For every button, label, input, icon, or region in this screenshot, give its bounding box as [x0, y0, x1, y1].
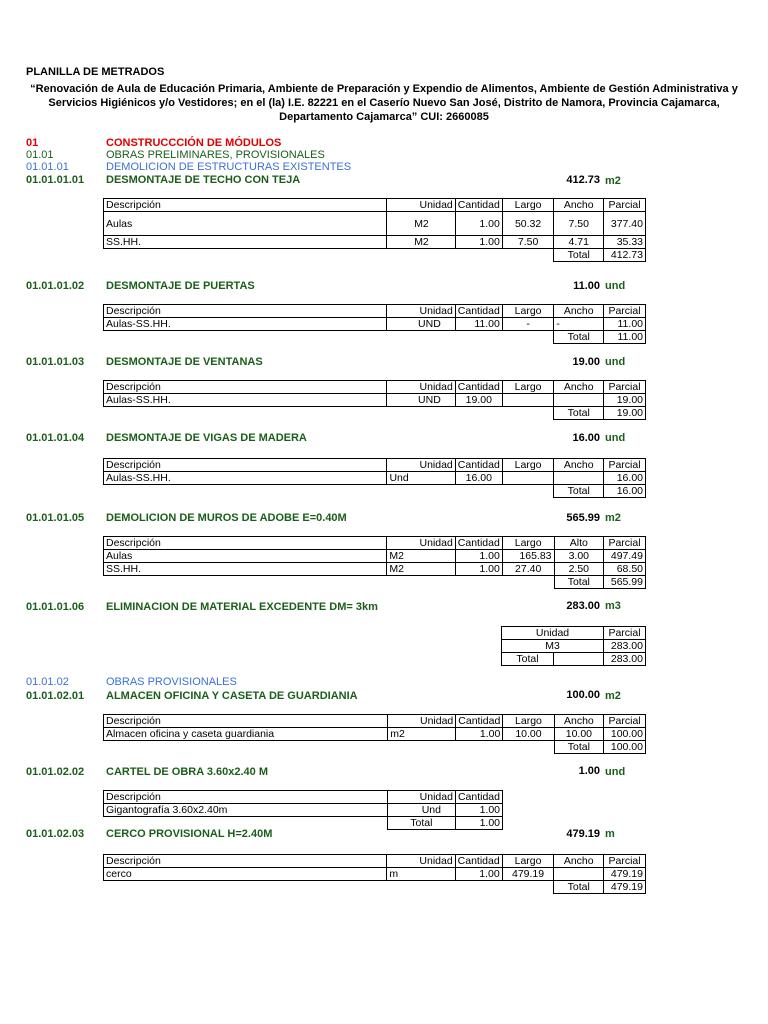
item-name: ALMACEN OFICINA Y CASETA DE GUARDIANIA: [106, 690, 358, 702]
item-code: 01.01.02.02: [26, 766, 85, 778]
total-row: Total 565.99: [104, 576, 646, 589]
total-row: Total 479.19: [104, 881, 646, 894]
total-row: Total 1.00: [104, 817, 503, 830]
metrado-table: [103, 304, 646, 344]
table-header-row: Descripción Unidad Cantidad Largo Ancho Parcial: [104, 381, 646, 394]
item-quantity: 412.73: [566, 174, 600, 186]
table-row: cerco m 1.00 479.19 479.19: [104, 868, 646, 881]
section-name-0101: OBRAS PRELIMINARES, PROVISIONALES: [106, 149, 325, 161]
metrado-table: [103, 458, 646, 498]
table-row: M3 283.00: [502, 640, 646, 653]
item-quantity: 283.00: [566, 600, 600, 612]
item-unit: m2: [605, 690, 621, 702]
item-code: 01.01.01.01: [26, 174, 85, 186]
col-largo: Largo: [502, 199, 554, 212]
section-code-010101: 01.01.01: [26, 161, 69, 173]
item-name: ELIMINACION DE MATERIAL EXCEDENTE DM= 3km: [106, 601, 378, 613]
item-quantity: 19.00: [572, 356, 600, 368]
item-name: DESMONTAJE DE VIGAS DE MADERA: [106, 432, 307, 444]
table-header-row: Descripción Unidad Cantidad: [104, 791, 503, 804]
item-code: 01.01.02.01: [26, 690, 85, 702]
section-name-01: CONSTRUCCCIÓN DE MÓDULOS: [106, 137, 282, 149]
metrado-table: [103, 714, 646, 754]
table-header-row: Descripción Unidad Cantidad Largo Ancho Parcial: [104, 459, 646, 472]
section-code-0101: 01.01: [26, 149, 54, 161]
item-unit: m2: [605, 512, 621, 524]
col-ancho: Ancho: [554, 199, 604, 212]
item-quantity: 100.00: [566, 689, 600, 701]
table-row: Aulas-SS.HH. UND 11.00 - - 11.00: [104, 318, 646, 331]
item-unit: m: [605, 828, 615, 840]
item-unit: m3: [605, 600, 621, 612]
col-unidad: Unidad: [387, 199, 455, 212]
col-parcial: Parcial: [604, 199, 646, 212]
item-name: CERCO PROVISIONAL H=2.40M: [106, 828, 273, 840]
item-code: 01.01.01.05: [26, 512, 85, 524]
item-name: DESMONTAJE DE VENTANAS: [106, 356, 263, 368]
table-row: Gigantografía 3.60x2.40m Und 1.00: [104, 804, 503, 817]
section-code-01: 01: [26, 137, 39, 149]
table-row: Almacen oficina y caseta guardiania m2 1.00 10.00 10.00 100.00: [104, 728, 646, 741]
item-name: DESMONTAJE DE TECHO CON TEJA: [106, 174, 301, 186]
section-code-010102: 01.01.02: [26, 676, 69, 688]
metrado-table: [103, 854, 646, 894]
item-name: CARTEL DE OBRA 3.60x2.40 M: [106, 766, 268, 778]
table-header-row: Unidad Parcial: [502, 627, 646, 640]
total-row: Total 283.00: [502, 653, 646, 666]
item-name: DEMOLICION DE MUROS DE ADOBE E=0.40M: [106, 512, 347, 524]
table-row: Aulas-SS.HH. Und 16.00 16.00: [104, 472, 646, 485]
section-name-010101: DEMOLICION DE ESTRUCTURAS EXISTENTES: [106, 161, 352, 173]
metrado-table: [103, 198, 646, 262]
col-cantidad: Cantidad: [455, 199, 502, 212]
item-code: 01.01.01.06: [26, 601, 85, 613]
total-row: Total 100.00: [104, 741, 646, 754]
metrado-table: [103, 790, 503, 830]
total-row: [104, 249, 646, 262]
item-unit: und: [605, 280, 626, 292]
item-quantity: 479.19: [566, 828, 600, 840]
metrado-table: [103, 536, 646, 589]
table-header-row: Descripción Unidad Cantidad Largo Ancho Parcial: [104, 855, 646, 868]
item-code: 01.01.01.03: [26, 356, 85, 368]
project-description: “Renovación de Aula de Educación Primaria, Ambiente de Preparación y Expendio de Alimentos, Ambiente de Gestión Administrativa y Servicios Higiénicos y/o Vestidores; en el (la) I.E. 82221 en el Caserío Nuevo San José, Distrito de Namora, Provincia Cajamarca, Departamento Cajamarca” CUI: 2660085: [30, 83, 738, 123]
table-header-row: [104, 199, 646, 212]
item-quantity: 565.99: [566, 512, 600, 524]
table-header-row: Descripción Unidad Cantidad Largo Ancho Parcial: [104, 305, 646, 318]
metrado-table: [501, 626, 646, 666]
table-row: Aulas M2 1.00 50.32 7.50 377.40: [104, 212, 646, 236]
total-row: Total 19.00: [104, 407, 646, 420]
table-row: Aulas-SS.HH. UND 19.00 19.00: [104, 394, 646, 407]
table-header-row: Descripción Unidad Cantidad Largo Alto Parcial: [104, 537, 646, 550]
table-row: SS.HH. M2 1.00 7.50 4.71 35.33: [104, 236, 646, 249]
total-value: 412.73: [604, 249, 646, 262]
item-unit: m2: [605, 175, 621, 187]
item-quantity: 1.00: [578, 765, 600, 777]
item-code: 01.01.02.03: [26, 828, 85, 840]
item-unit: und: [605, 766, 626, 778]
section-name-010102: OBRAS PROVISIONALES: [106, 676, 237, 688]
metrado-table: [103, 380, 646, 420]
table-header-row: Descripción Unidad Cantidad Largo Ancho Parcial: [104, 715, 646, 728]
total-row: Total 11.00: [104, 331, 646, 344]
total-row: Total 16.00: [104, 485, 646, 498]
item-unit: und: [605, 356, 626, 368]
item-code: 01.01.01.04: [26, 432, 85, 444]
item-quantity: 11.00: [573, 280, 600, 292]
document-title: PLANILLA DE METRADOS: [26, 66, 165, 78]
item-unit: und: [605, 432, 626, 444]
table-row: SS.HH. M2 1.00 27.40 2.50 68.50: [104, 563, 646, 576]
table-row: Aulas M2 1.00 165.83 3.00 497.49: [104, 550, 646, 563]
col-descripcion: Descripción: [104, 199, 387, 212]
item-code: 01.01.01.02: [26, 280, 85, 292]
item-name: DESMONTAJE DE PUERTAS: [106, 280, 255, 292]
total-label: Total: [554, 249, 604, 262]
item-quantity: 16.00: [572, 432, 600, 444]
